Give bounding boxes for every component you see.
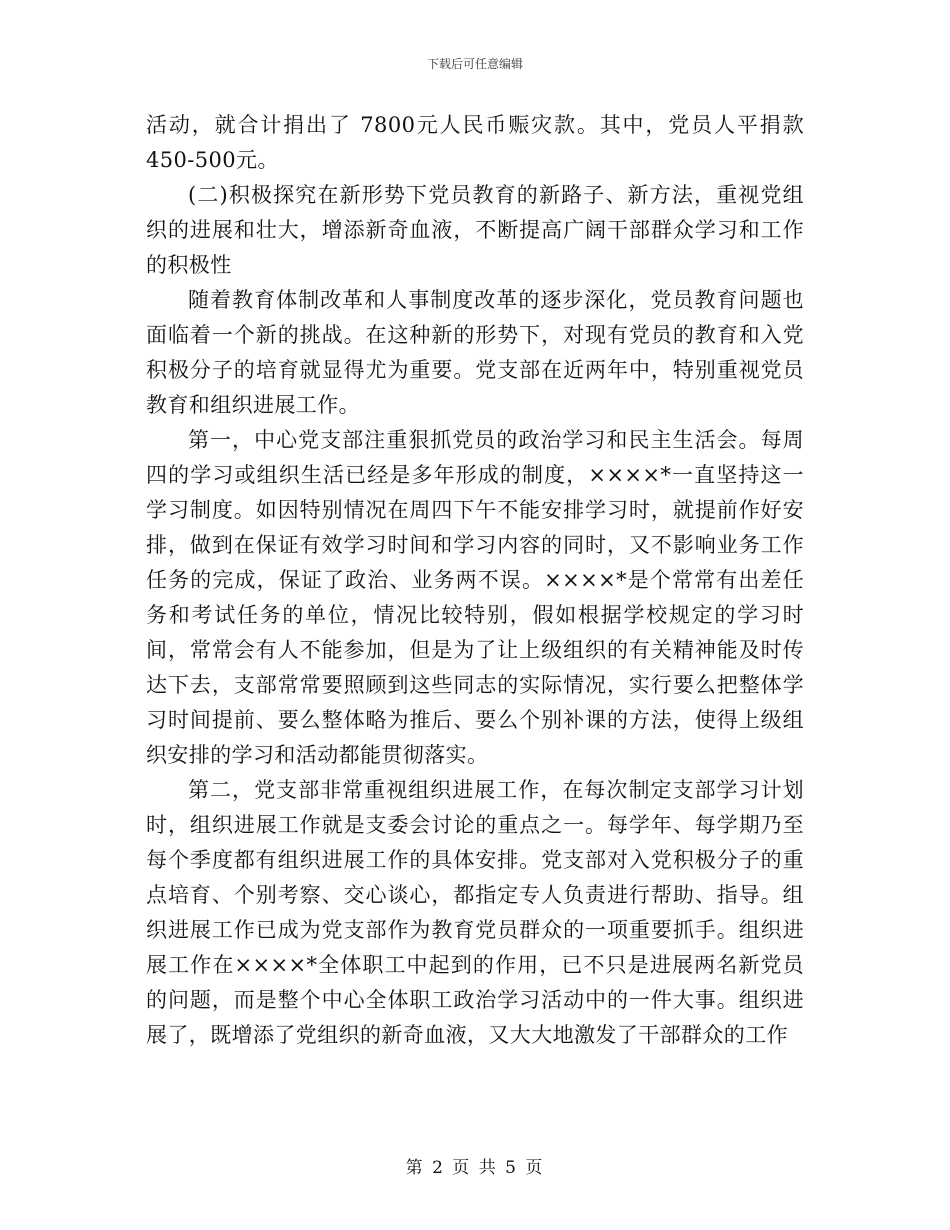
paragraph-4: 第一，中心党支部注重狠抓党员的政治学习和民主生活会。每周四的学习或组织生活已经是多年形成的制度，××××*一直坚持这一学习制度。如因特别情况在周四下午不能安排学习时，就提前作好安排，做到在保证有效学习时间和学习内容的同时，又不影响业务工作任务的完成，保证了政治、业务两不误。××××*是个常常有出差任务和考试任务的单位，情况比较特别，假如根据学校规定的学习时间，常常会有人不能参加，但是为了让上级组织的有关精神能及时传达下去，支部常常要照顾到这些同志的实际情况，实行要么把整体学习时间提前、要么整体略为推后、要么个别补课的方法，使得上级组织安排的学习和活动都能贯彻落实。 xyxy=(146,428,804,767)
page-number-footer: 第 2 页 共 5 页 xyxy=(405,1158,545,1178)
paragraph-5: 第二，党支部非常重视组织进展工作，在每次制定支部学习计划时，组织进展工作就是支委会讨论的重点之一。每学年、每学期乃至每个季度都有组织进展工作的具体安排。党支部对入党积极分子的重点培育、个别考察、交心谈心，都指定专人负责进行帮助、指导。组织进展工作已成为党支部作为教育党员群众的一项重要抓手。组织进展工作在××××*全体职工中起到的作用，已不只是进展两名新党员的问题，而是整个中心全体职工政治学习活动中的一件大事。组织进展了，既增添了党组织的新奇血液，又大大地激发了干部群众的工作 xyxy=(146,778,804,1047)
paragraph-2: (二)积极探究在新形势下党员教育的新路子、新方法，重视党组织的进展和壮大，增添新奇血液，不断提高广阔干部群众学习和工作的积极性 xyxy=(146,183,804,277)
page-header-note: 下载后可任意编辑 xyxy=(426,57,523,71)
paragraph-3: 随着教育体制改革和人事制度改革的逐步深化，党员教育问题也面临着一个新的挑战。在这种新的形势下，对现有党员的教育和入党积极分子的培育就显得尤为重要。党支部在近两年中，特别重视党员教育和组织进展工作。 xyxy=(146,288,804,417)
paragraph-1: 活动，就合计捐出了 7800元人民币赈灾款。其中，党员人平捐款 450-500元。 xyxy=(146,113,804,172)
document-body xyxy=(146,108,804,1053)
